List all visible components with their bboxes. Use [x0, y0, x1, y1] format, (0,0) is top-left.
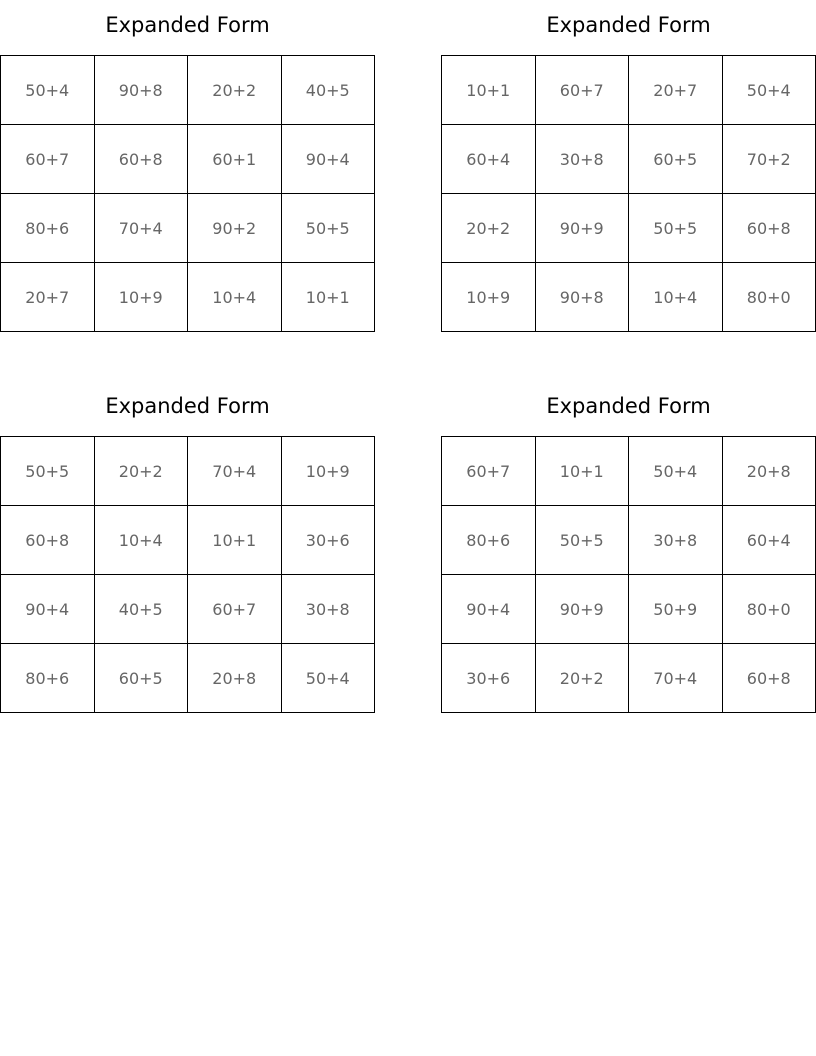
grid-row: [1, 644, 375, 713]
grid-row: [442, 125, 816, 194]
problem-cell: 80+0: [722, 263, 816, 332]
problem-cell: 70+4: [188, 437, 282, 506]
problem-cell: 50+4: [629, 437, 723, 506]
problem-cell: 60+5: [629, 125, 723, 194]
problem-cell: 60+4: [722, 506, 816, 575]
grid-row: [1, 194, 375, 263]
problem-cell: 90+2: [188, 194, 282, 263]
grid-row: [1, 506, 375, 575]
problem-cell: 60+7: [442, 437, 536, 506]
problem-cell: 20+8: [722, 437, 816, 506]
problem-cell: 30+8: [629, 506, 723, 575]
worksheet-title: Expanded Form: [105, 13, 270, 37]
grid-row: [442, 644, 816, 713]
problem-cell: 50+4: [722, 56, 816, 125]
grid-row: [442, 575, 816, 644]
problem-cell: 90+9: [535, 194, 629, 263]
problem-cell: 50+9: [629, 575, 723, 644]
problem-cell: 10+4: [629, 263, 723, 332]
problem-cell: 50+4: [1, 56, 95, 125]
problem-cell: 60+7: [535, 56, 629, 125]
grid-row: [1, 56, 375, 125]
problem-cell: 30+6: [281, 506, 375, 575]
problem-cell: 80+6: [442, 506, 536, 575]
worksheet-title: Expanded Form: [105, 394, 270, 418]
problem-cell: 50+5: [629, 194, 723, 263]
problem-cell: 80+0: [722, 575, 816, 644]
problem-cell: 40+5: [94, 575, 188, 644]
problem-cell: 60+4: [442, 125, 536, 194]
problem-cell: 50+5: [535, 506, 629, 575]
problem-grid: [441, 55, 816, 332]
grid-row: [442, 56, 816, 125]
problem-cell: 80+6: [1, 194, 95, 263]
problem-cell: 60+7: [188, 575, 282, 644]
problem-cell: 70+4: [94, 194, 188, 263]
problem-cell: 40+5: [281, 56, 375, 125]
problem-cell: 60+1: [188, 125, 282, 194]
problem-cell: 90+8: [535, 263, 629, 332]
problem-cell: 10+9: [281, 437, 375, 506]
grid-row: [442, 194, 816, 263]
problem-cell: 20+7: [629, 56, 723, 125]
problem-cell: 10+1: [442, 56, 536, 125]
problem-cell: 20+2: [442, 194, 536, 263]
grid-row: [1, 263, 375, 332]
problem-cell: 20+2: [188, 56, 282, 125]
problem-cell: 20+2: [94, 437, 188, 506]
problem-grid: [0, 55, 375, 332]
problem-cell: 10+1: [535, 437, 629, 506]
problem-cell: 10+4: [188, 263, 282, 332]
grid-row: [442, 437, 816, 506]
grid-row: [1, 575, 375, 644]
grid-row: [442, 263, 816, 332]
problem-cell: 90+4: [281, 125, 375, 194]
problem-cell: 30+8: [535, 125, 629, 194]
problem-cell: 80+6: [1, 644, 95, 713]
grid-row: [1, 125, 375, 194]
problem-cell: 90+9: [535, 575, 629, 644]
problem-cell: 90+8: [94, 56, 188, 125]
problem-cell: 10+9: [94, 263, 188, 332]
problem-cell: 10+1: [281, 263, 375, 332]
problem-grid: [441, 436, 816, 713]
problem-cell: 30+6: [442, 644, 536, 713]
problem-cell: 60+5: [94, 644, 188, 713]
worksheet-3: [0, 381, 375, 713]
problem-cell: 90+4: [442, 575, 536, 644]
problem-cell: 10+4: [94, 506, 188, 575]
worksheet-title: Expanded Form: [546, 13, 711, 37]
worksheet-1: [0, 0, 375, 332]
problem-cell: 70+4: [629, 644, 723, 713]
problem-cell: 50+4: [281, 644, 375, 713]
problem-cell: 20+7: [1, 263, 95, 332]
problem-cell: 60+8: [722, 194, 816, 263]
worksheet-2: [441, 0, 816, 332]
worksheet-title: Expanded Form: [546, 394, 711, 418]
problem-cell: 60+8: [722, 644, 816, 713]
problem-cell: 20+8: [188, 644, 282, 713]
problem-cell: 10+1: [188, 506, 282, 575]
problem-cell: 60+8: [94, 125, 188, 194]
problem-cell: 60+7: [1, 125, 95, 194]
problem-grid: [0, 436, 375, 713]
problem-cell: 50+5: [1, 437, 95, 506]
grid-row: [1, 437, 375, 506]
problem-cell: 10+9: [442, 263, 536, 332]
problem-cell: 20+2: [535, 644, 629, 713]
problem-cell: 60+8: [1, 506, 95, 575]
problem-cell: 70+2: [722, 125, 816, 194]
worksheet-4: [441, 381, 816, 713]
problem-cell: 30+8: [281, 575, 375, 644]
grid-row: [442, 506, 816, 575]
problem-cell: 90+4: [1, 575, 95, 644]
problem-cell: 50+5: [281, 194, 375, 263]
